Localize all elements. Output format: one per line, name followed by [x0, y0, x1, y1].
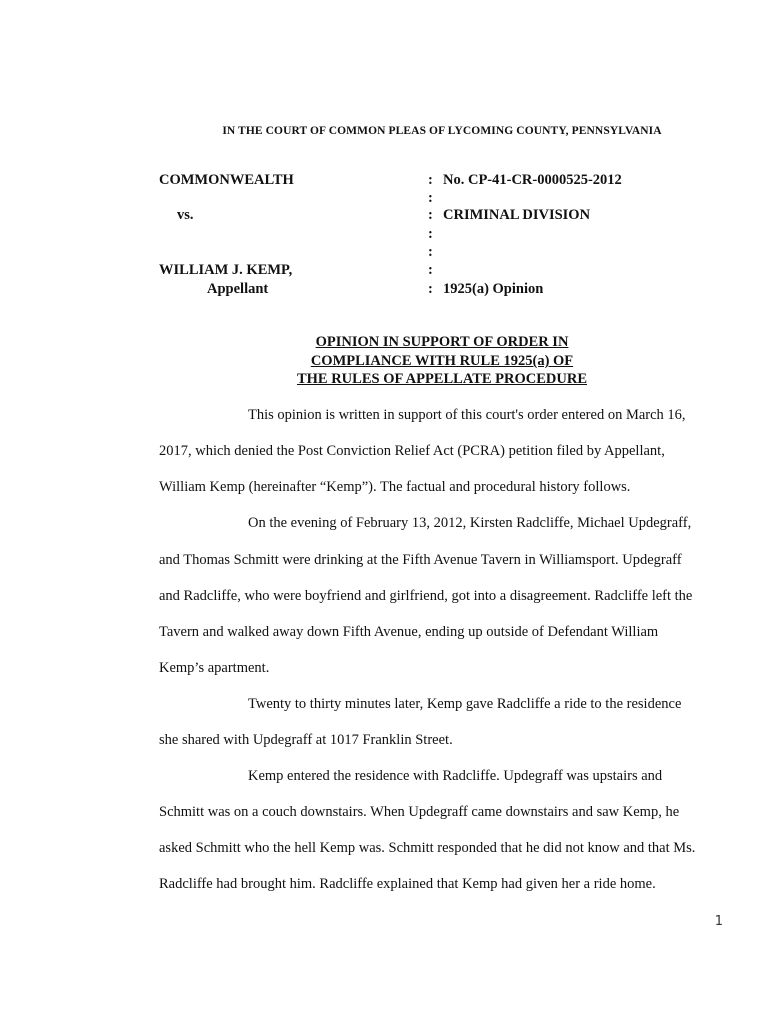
body-line: Schmitt was on a couch downstairs. When Updegraff came downstairs and saw Kemp, he — [159, 804, 680, 820]
caption-defendant-role: Appellant — [207, 281, 269, 297]
opinion-title-line: COMPLIANCE WITH RULE 1925(a) OF — [310, 353, 574, 369]
caption-colon: : — [428, 226, 433, 242]
body-line: Radcliffe had brought him. Radcliffe explained that Kemp had given her a ride home. — [159, 876, 656, 892]
caption-colon: : — [428, 190, 433, 206]
caption-versus: vs. — [177, 207, 194, 223]
body-line: On the evening of February 13, 2012, Kirsten Radcliffe, Michael Updegraff, — [248, 515, 692, 531]
body-line: This opinion is written in support of this court's order entered on March 16, — [248, 407, 686, 423]
caption-defendant: WILLIAM J. KEMP, — [159, 262, 293, 278]
division: CRIMINAL DIVISION — [443, 207, 591, 223]
opinion-type: 1925(a) Opinion — [443, 281, 544, 297]
body-line: 2017, which denied the Post Conviction Relief Act (PCRA) petition filed by Appellant, — [159, 443, 665, 459]
body-line: Kemp entered the residence with Radcliffe. Updegraff was upstairs and — [248, 768, 663, 784]
body-line: asked Schmitt who the hell Kemp was. Schmitt responded that he did not know and that Ms. — [159, 840, 696, 856]
caption-plaintiff: COMMONWEALTH — [159, 172, 294, 188]
body-line: William Kemp (hereinafter “Kemp”). The factual and procedural history follows. — [159, 479, 631, 495]
body-line: Twenty to thirty minutes later, Kemp gave Radcliffe a ride to the residence — [248, 696, 682, 712]
caption-colon: : — [428, 172, 433, 188]
caption-colon: : — [428, 207, 433, 223]
body-line: and Thomas Schmitt were drinking at the Fifth Avenue Tavern in Williamsport. Updegraff — [159, 552, 682, 568]
opinion-title-line: THE RULES OF APPELLATE PROCEDURE — [296, 371, 588, 387]
caption-colon: : — [428, 262, 433, 278]
case-number: No. CP-41-CR-0000525-2012 — [443, 172, 622, 188]
opinion-title-line: OPINION IN SUPPORT OF ORDER IN — [315, 334, 569, 350]
body-line: Kemp’s apartment. — [159, 660, 270, 676]
body-line: she shared with Updegraff at 1017 Franklin Street. — [159, 732, 453, 748]
body-line: and Radcliffe, who were boyfriend and girlfriend, got into a disagreement. Radcliffe left the — [159, 588, 693, 604]
body-line: Tavern and walked away down Fifth Avenue, ending up outside of Defendant William — [159, 624, 659, 640]
caption-colon: : — [428, 281, 433, 297]
caption-colon: : — [428, 244, 433, 260]
page-number: 1 — [714, 914, 723, 929]
court-header: IN THE COURT OF COMMON PLEAS OF LYCOMING COUNTY, PENNSYLVANIA — [222, 125, 662, 137]
